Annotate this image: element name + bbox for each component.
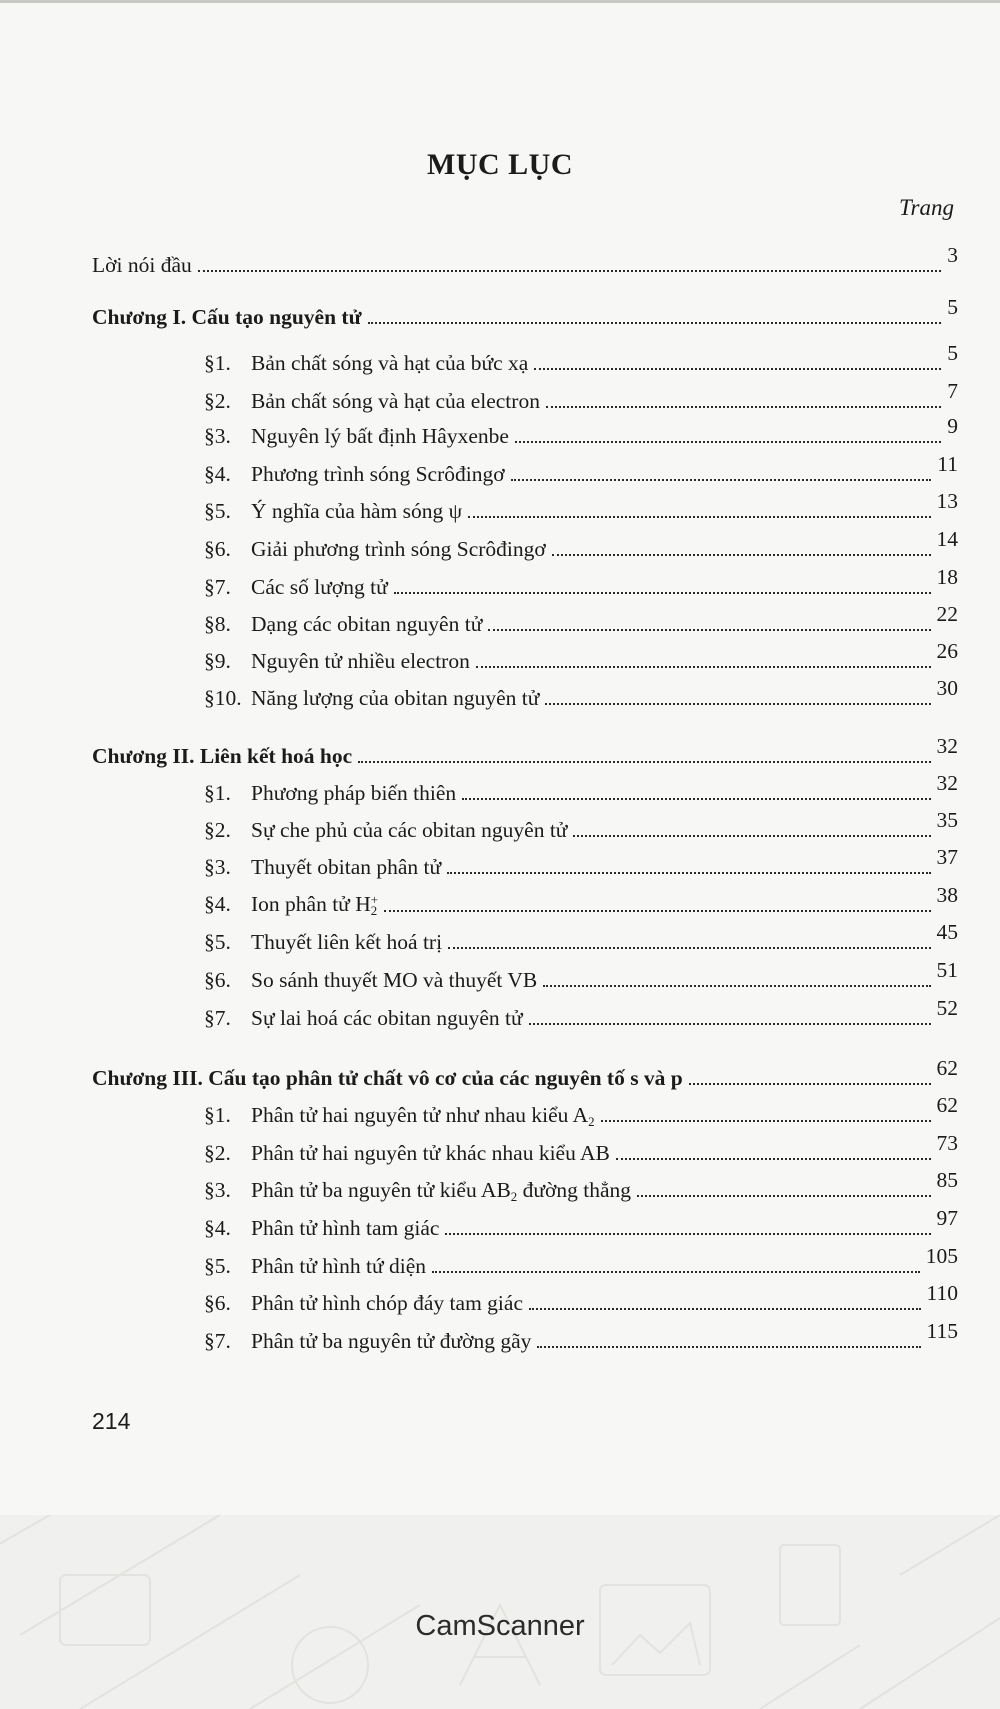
- toc-entry-label: Lời nói đầu: [92, 253, 192, 277]
- toc-entry-label: §5. Phân tử hình tứ diện: [204, 1254, 426, 1278]
- dot-leader: [448, 947, 930, 949]
- dot-leader: [384, 910, 930, 912]
- toc-entry-label: §1. Phân tử hai nguyên tử như nhau kiểu A 2: [204, 1103, 595, 1130]
- toc-entry-label: §2. Phân tử hai nguyên tử khác nhau kiểu AB: [204, 1141, 610, 1165]
- subscript: 2: [370, 904, 378, 919]
- section-number: §2.: [204, 389, 231, 413]
- toc-section-entry[interactable]: [204, 341, 958, 376]
- section-number: §3.: [204, 424, 231, 448]
- section-number: §9.: [204, 649, 231, 673]
- section-number: §1.: [204, 781, 231, 805]
- section-number: §10.: [204, 686, 242, 710]
- toc-section-entry[interactable]: [204, 771, 958, 806]
- dot-leader: [573, 835, 930, 837]
- toc-section-entry[interactable]: [204, 1281, 958, 1316]
- toc-page-number: 85: [936, 1168, 958, 1192]
- toc-page-number: 7: [947, 379, 958, 403]
- dot-leader: [601, 1120, 931, 1122]
- section-number: §2.: [204, 1141, 231, 1165]
- toc-page-number: 115: [926, 1319, 958, 1343]
- page-number: 214: [92, 1408, 131, 1434]
- dot-leader: [637, 1195, 930, 1197]
- toc-page-number: 73: [936, 1131, 958, 1155]
- dot-leader: [529, 1023, 931, 1025]
- toc-intro-entry[interactable]: [92, 243, 958, 278]
- toc-page-number: 110: [926, 1281, 958, 1305]
- toc-section-entry[interactable]: [204, 1319, 958, 1354]
- toc-entry-label: §3. Thuyết obitan phân tử: [204, 855, 442, 879]
- toc-page-number: 105: [925, 1244, 958, 1268]
- dot-leader: [468, 516, 930, 518]
- toc-section-entry[interactable]: [204, 1131, 958, 1166]
- toc-page-number: 14: [936, 527, 958, 551]
- dot-leader: [488, 629, 930, 631]
- toc-entry-label: §4. Ion phân tử H + 2: [204, 892, 379, 919]
- subscript: 2: [588, 1115, 595, 1130]
- section-number: §1.: [204, 1103, 231, 1127]
- page-title: MỤC LỤC: [427, 148, 573, 181]
- dot-leader: [447, 872, 930, 874]
- toc-entry-label: §6. Giải phương trình sóng Scrôđingơ: [204, 537, 546, 561]
- toc-section-entry[interactable]: [204, 1206, 958, 1241]
- section-number: §1.: [204, 351, 231, 375]
- section-number: §3.: [204, 855, 231, 879]
- toc-page-number: 5: [947, 341, 958, 365]
- section-number: §3.: [204, 1178, 231, 1202]
- toc-page-number: 52: [936, 996, 958, 1020]
- toc-section-entry[interactable]: [204, 996, 958, 1031]
- toc-entry-label: Chương III. Cấu tạo phân tử chất vô cơ của các nguyên tố s và p: [92, 1066, 683, 1090]
- toc-section-entry[interactable]: [204, 639, 958, 674]
- toc-section-entry[interactable]: [204, 489, 958, 524]
- toc-page-number: 38: [936, 883, 958, 907]
- dot-leader: [543, 985, 930, 987]
- toc-entry-label: Chương II. Liên kết hoá học: [92, 744, 353, 768]
- section-number: §6.: [204, 968, 231, 992]
- toc-section-entry[interactable]: [204, 414, 958, 449]
- section-number: §8.: [204, 612, 231, 636]
- toc-page-number: 62: [936, 1056, 958, 1080]
- toc-entry-label: §7. Phân tử ba nguyên tử đường gãy: [204, 1329, 532, 1353]
- toc-page-number: 13: [936, 489, 958, 513]
- toc-entry-label: §4. Phân tử hình tam giác: [204, 1216, 440, 1240]
- toc-page-number: 18: [936, 565, 958, 589]
- dot-leader: [534, 368, 941, 370]
- toc-entry-label: §6. So sánh thuyết MO và thuyết VB: [204, 968, 538, 992]
- toc-chapter-entry[interactable]: [92, 734, 958, 769]
- section-number: §4.: [204, 462, 231, 486]
- toc-entry-label: §9. Nguyên tử nhiều electron: [204, 649, 470, 673]
- section-number: §7.: [204, 575, 231, 599]
- dot-leader: [545, 703, 930, 705]
- dot-leader: [529, 1308, 921, 1310]
- toc-entry-label: Chương I. Cấu tạo nguyên tử: [92, 305, 362, 329]
- superscript: +: [370, 892, 379, 907]
- toc-page-number: 32: [936, 771, 958, 795]
- toc-entry-label: §7. Sự lai hoá các obitan nguyên tử: [204, 1006, 523, 1030]
- brand-watermark: CamScanner: [415, 1610, 585, 1642]
- section-number: §7.: [204, 1329, 231, 1353]
- toc-section-entry[interactable]: [204, 602, 958, 637]
- section-number: §4.: [204, 892, 231, 917]
- dot-leader: [358, 761, 930, 763]
- section-number: §2.: [204, 818, 231, 842]
- toc-page-number: 97: [936, 1206, 958, 1230]
- toc-entry-label: §2. Sự che phủ của các obitan nguyên tử: [204, 818, 568, 842]
- dot-leader: [368, 322, 942, 324]
- toc-entry-label: §10. Năng lượng của obitan nguyên tử: [204, 686, 540, 710]
- toc-entry-label: §4. Phương trình sóng Scrôđingơ: [204, 462, 505, 486]
- subscript: 2: [510, 1190, 518, 1205]
- toc-section-entry[interactable]: [204, 1168, 958, 1205]
- toc-section-entry[interactable]: [204, 883, 958, 919]
- toc-page-number: 32: [936, 734, 958, 758]
- scanner-footer: [0, 1515, 1000, 1709]
- toc-section-entry[interactable]: [204, 1093, 958, 1130]
- toc-entry-label: §1. Phương pháp biến thiên: [204, 781, 457, 805]
- toc-section-entry[interactable]: [204, 845, 958, 880]
- toc-section-entry[interactable]: [204, 920, 958, 955]
- toc-entry-label: §6. Phân tử hình chóp đáy tam giác: [204, 1291, 523, 1315]
- section-number: §6.: [204, 1291, 231, 1315]
- dot-leader: [394, 592, 931, 594]
- dot-leader: [511, 479, 932, 481]
- toc-entry-label: §1. Bản chất sóng và hạt của bức xạ: [204, 351, 529, 375]
- toc-entry-label: §5. Thuyết liên kết hoá trị: [204, 930, 443, 954]
- toc-page-number: 62: [936, 1093, 958, 1117]
- toc-chapter-entry[interactable]: [92, 295, 958, 330]
- toc-section-entry[interactable]: [204, 565, 958, 600]
- section-number: §7.: [204, 1006, 231, 1030]
- toc-entry-label: §8. Dạng các obitan nguyên tử: [204, 612, 483, 636]
- page-top-edge: [0, 0, 1000, 3]
- toc-page-number: 3: [947, 243, 958, 267]
- toc-entry-label: §3. Phân tử ba nguyên tử kiểu AB 2 đường thẳng: [204, 1178, 632, 1205]
- toc-page-number: 26: [936, 639, 958, 663]
- page-column-label: Trang: [899, 195, 954, 220]
- toc-page-number: 35: [936, 808, 958, 832]
- toc-section-entry[interactable]: [204, 527, 958, 562]
- dot-leader: [689, 1083, 931, 1085]
- section-number: §5.: [204, 930, 231, 954]
- dot-leader: [616, 1158, 931, 1160]
- toc-entry-label: §2. Bản chất sóng và hạt của electron: [204, 389, 540, 413]
- dot-leader: [546, 406, 941, 408]
- toc-section-entry[interactable]: [204, 676, 958, 711]
- section-number: §5.: [204, 1254, 231, 1278]
- toc-page-number: 22: [936, 602, 958, 626]
- dot-leader: [476, 666, 931, 668]
- toc-page-number: 11: [937, 452, 958, 476]
- toc-page-number: 5: [947, 295, 958, 319]
- toc-section-entry[interactable]: [204, 808, 958, 843]
- toc-entry-label: §5. Ý nghĩa của hàm sóng ψ: [204, 499, 463, 523]
- toc-entry-label: §7. Các số lượng tử: [204, 575, 388, 599]
- dot-leader: [462, 798, 930, 800]
- toc-page-number: 45: [936, 920, 958, 944]
- section-number: §5.: [204, 499, 231, 523]
- toc-page-number: 30: [936, 676, 958, 700]
- toc-entry-label: §3. Nguyên lý bất định Hâyxenbe: [204, 424, 509, 448]
- section-number: §6.: [204, 537, 231, 561]
- toc-page-number: 9: [947, 414, 958, 438]
- toc-page-number: 51: [936, 958, 958, 982]
- toc-section-entry[interactable]: [204, 452, 958, 487]
- dot-leader: [445, 1233, 930, 1235]
- dot-leader: [552, 554, 931, 556]
- dot-leader: [537, 1346, 920, 1348]
- dot-leader: [515, 441, 941, 443]
- toc-section-entry[interactable]: [204, 379, 958, 414]
- section-number: §4.: [204, 1216, 231, 1240]
- toc-chapter-entry[interactable]: [92, 1056, 958, 1091]
- toc-section-entry[interactable]: [204, 1244, 958, 1279]
- toc-page-number: 37: [936, 845, 958, 869]
- toc-section-entry[interactable]: [204, 958, 958, 993]
- dot-leader: [198, 270, 942, 272]
- dot-leader: [432, 1271, 920, 1273]
